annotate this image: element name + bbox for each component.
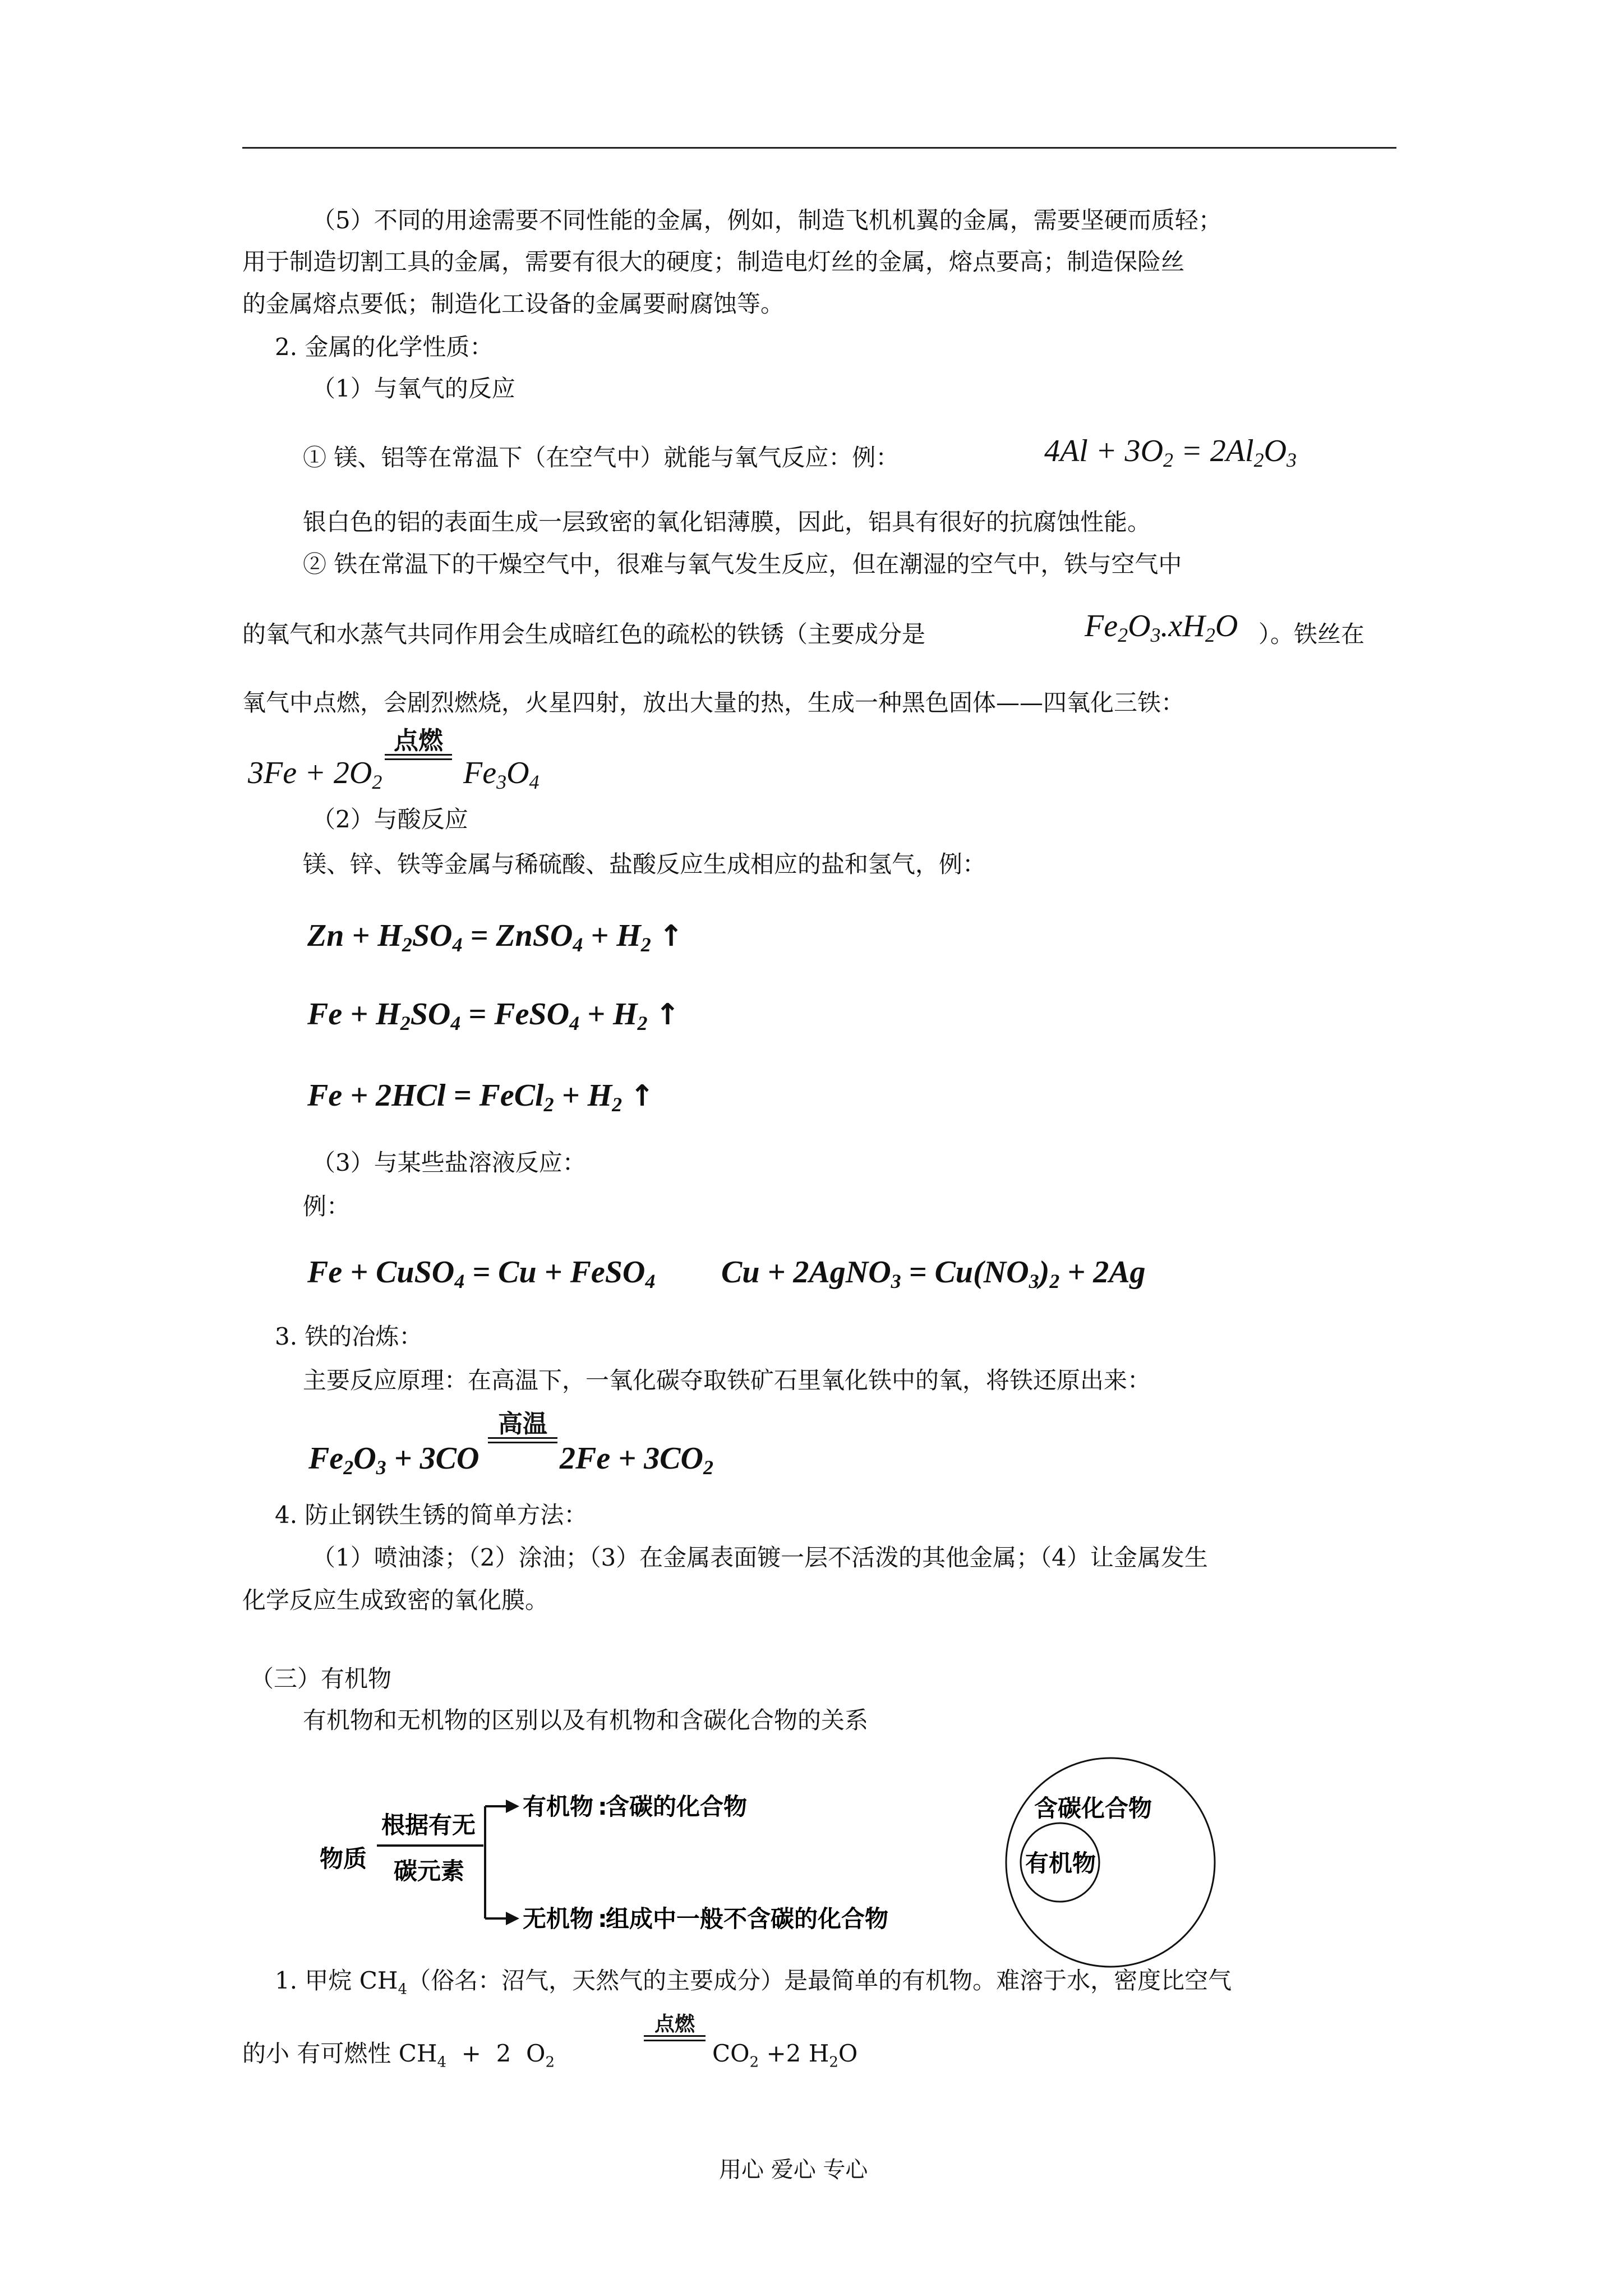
venn-outer-label: 含碳化合物 (1034, 1795, 1152, 1822)
equation-methane-products: $CO_2 +2$ $H_2O$ (712, 2040, 858, 2071)
diagram-criterion-2: 碳元素 (394, 1857, 465, 1885)
svg-text::: : (598, 1793, 607, 1820)
subsection-heading: （2）与酸反应 (312, 806, 468, 833)
diagram-criterion-1: 根据有无 (381, 1811, 476, 1839)
text-line: （1）喷油漆；（2）涂油；（3）在金属表面镀一层不活泼的其他金属；（4）让金属发生 (312, 1544, 1208, 1571)
diagram-organic-def: 含碳的化合物 (606, 1793, 748, 1820)
text-line: 例： (303, 1193, 351, 1220)
text-line: ② 铁在常温下的干燥空气中，很难与氧气发生反应，但在潮湿的空气中，铁与空气中 (303, 550, 1182, 578)
venn-diagram (1004, 1756, 1217, 1969)
text-line: ① 镁、铝等在常温下（在空气中）就能与氧气反应：例： (303, 444, 900, 471)
header-rule (242, 147, 1396, 149)
diagram-organic: 有机物 (523, 1793, 594, 1820)
text-line: 有机物和无机物的区别以及有机物和含碳化合物的关系 (303, 1706, 869, 1734)
text-line: 化学反应生成致密的氧化膜。 (242, 1586, 549, 1614)
diagram-inorganic-def: 组成中一般不含碳的化合物 (606, 1905, 889, 1932)
svg-text::: : (598, 1905, 607, 1932)
text-line: 用于制造切割工具的金属，需要有很大的硬度；制造电灯丝的金属，熔点要高；制造保险丝 (242, 248, 1185, 275)
venn-inner-label: 有机物 (1025, 1849, 1096, 1877)
text-line: 的氧气和水蒸气共同作用会生成暗红色的疏松的铁锈（主要成分是 (242, 620, 926, 648)
arrow-organic-icon (506, 1800, 519, 1813)
condition-ignite: 点燃 (385, 728, 452, 760)
section-heading: 2. 金属的化学性质： (275, 333, 494, 361)
equation-fe-hcl: Fe + 2HCl = FeCl$_2$ + $H_2$ ↑ (307, 1078, 654, 1116)
text-line: 的小 有可燃性 $CH_4 + 2$ $O_2$ (242, 2040, 555, 2071)
subsection-heading: （3）与某些盐溶液反应： (312, 1149, 586, 1176)
equation-fe-h2so4: $Fe + H_2SO_4$ = FeSO$_4$ + $H_2$ ↑ (307, 997, 680, 1034)
text-line: （5）不同的用途需要不同性能的金属，例如，制造飞机机翼的金属，需要坚硬而质轻； (312, 206, 1222, 234)
subsection-heading: （1）与氧气的反应 (312, 375, 515, 402)
formula-rust: $Fe_2O_3.xH_2O$ (1085, 609, 1238, 646)
text-line: 1. 甲烷 $CH_4$（俗名：沼气，天然气的主要成分）是最简单的有机物。难溶于水，密度比空气 (275, 1967, 1232, 1998)
text-line: 镁、锌、铁等金属与稀硫酸、盐酸反应生成相应的盐和氢气，例： (303, 850, 986, 878)
text-line: 主要反应原理：在高温下，一氧化碳夺取铁矿石里氧化铁中的氧，将铁还原出来： (303, 1366, 1151, 1394)
text-line: 的金属熔点要低；制造化工设备的金属要耐腐蚀等。 (242, 290, 785, 318)
equation-fe2o3-co: $Fe_2O_3 + 3CO$ (308, 1441, 479, 1479)
equation-fe-o2: $3Fe + 2O_2$ (248, 756, 382, 793)
classification-diagram (314, 1784, 953, 1935)
diagram-inorganic: 无机物 (523, 1905, 594, 1932)
arrow-inorganic-icon (506, 1912, 519, 1925)
equation-cu-agno3: Cu + 2AgNO$_3$ = $Cu(NO_3)_2 + 2Ag$ (721, 1255, 1146, 1292)
text-line: ）。铁丝在 (1258, 620, 1365, 648)
page-footer: 用心 爱心 专心 (719, 2157, 868, 2183)
equation-zn-h2so4: $Zn + H_2SO_4$ = ZnSO$_4$ + $H_2$ ↑ (307, 918, 684, 956)
equation-fe3o4: $Fe_3O_4$ (463, 756, 540, 793)
text-line: 氧气中点燃，会剧烈燃烧，火星四射，放出大量的热，生成一种黑色固体——四氧化三铁： (242, 689, 1185, 716)
condition-high-temp: 高温 (488, 1411, 557, 1443)
section-heading: （三）有机物 (250, 1665, 392, 1692)
text-line: 银白色的铝的表面生成一层致密的氧化铝薄膜，因此，铝具有很好的抗腐蚀性能。 (303, 508, 1151, 536)
section-heading: 4. 防止钢铁生锈的简单方法： (275, 1501, 588, 1529)
section-heading: 3. 铁的冶炼： (275, 1323, 423, 1350)
condition-ignite-2: 点燃 (644, 2014, 706, 2041)
diagram-matter: 物质 (320, 1845, 367, 1872)
equation-al-o2: $4Al + 3O_2 = 2Al_2O_3$ (1044, 434, 1297, 471)
equation-fe-cuso4: Fe + CuSO$_4$ = Cu + FeSO$_4$ (307, 1255, 656, 1292)
equation-fe-co2: $2Fe + 3CO_2$ (560, 1441, 713, 1479)
